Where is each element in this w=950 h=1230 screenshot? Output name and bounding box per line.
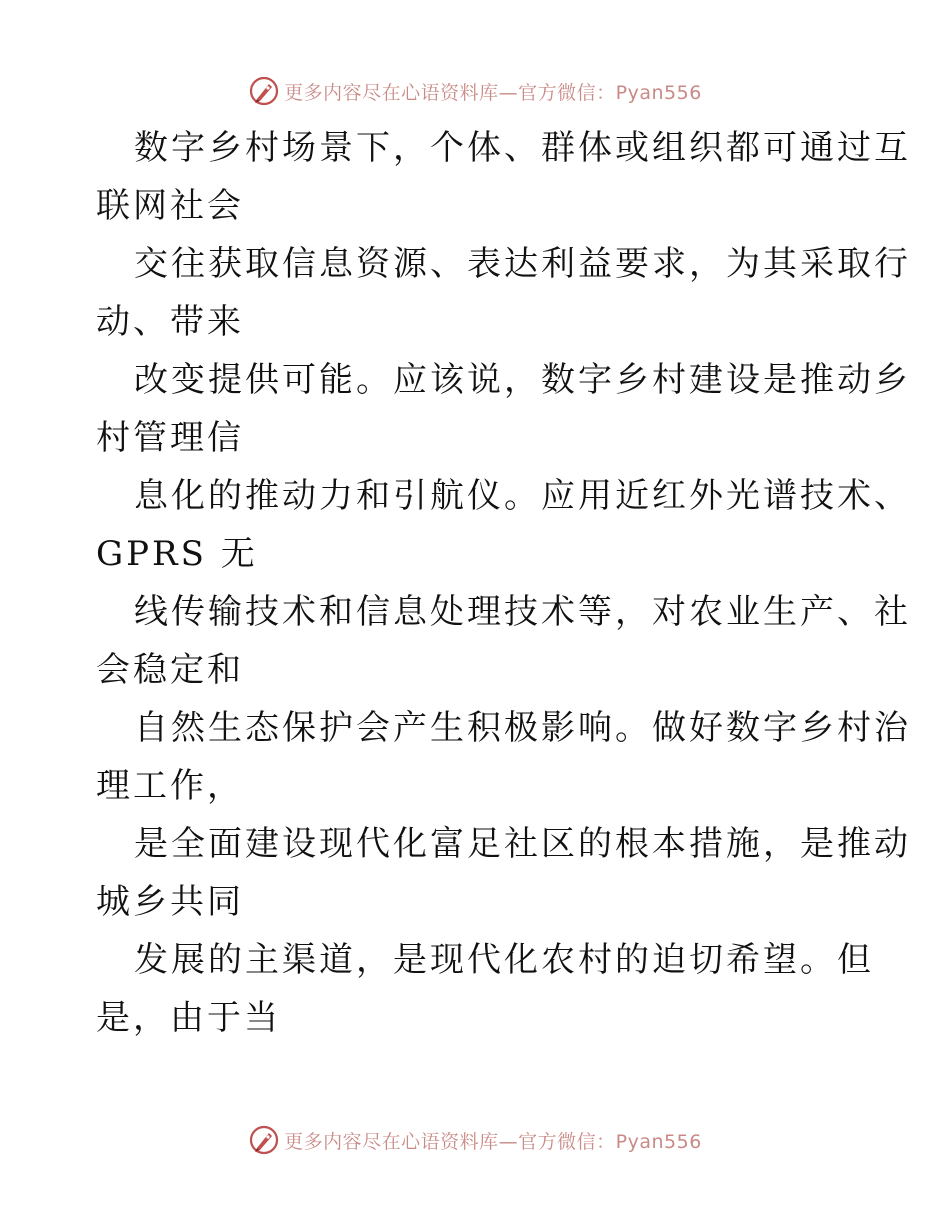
paragraph-line: 发展的主渠道，是现代化农村的迫切希望。但 (134, 940, 874, 980)
footer-banner (0, 1120, 950, 1160)
document-body (96, 119, 911, 1047)
paragraph-line: 理工作， (96, 766, 244, 806)
paragraph (96, 931, 874, 1047)
paragraph-line: 是全面建设现代化富足社区的根本措施，是推动 (134, 824, 911, 864)
paragraph-line: 城乡共同 (96, 882, 244, 922)
paragraph-line: 数字乡村场景下，个体、群体或组织都可通过互 (134, 128, 911, 168)
paragraph-line: 村管理信 (96, 418, 244, 458)
paragraph (96, 583, 911, 699)
paragraph (96, 235, 911, 351)
pen-circle-logo-icon (248, 1124, 280, 1156)
paragraph (96, 467, 911, 583)
paragraph-line: 是，由于当 (96, 998, 281, 1038)
paragraph-line: 自然生态保护会产生积极影响。做好数字乡村治 (134, 708, 911, 748)
paragraph-line: 会稳定和 (96, 650, 244, 690)
paragraph-line: 交往获取信息资源、表达利益要求，为其采取行 (134, 244, 911, 284)
header-banner (0, 71, 950, 111)
paragraph-line: 动、带来 (96, 302, 244, 342)
paragraph-line: 联网社会 (96, 186, 244, 226)
paragraph (96, 351, 911, 467)
paragraph (96, 699, 911, 815)
footer-banner-text: 更多内容尽在心语资料库—官方微信：Pyan556 (284, 1130, 702, 1153)
paragraph-line: 线传输技术和信息处理技术等，对农业生产、社 (134, 592, 911, 632)
paragraph (96, 815, 911, 931)
paragraph (96, 119, 911, 235)
header-banner-text: 更多内容尽在心语资料库—官方微信：Pyan556 (284, 81, 702, 104)
paragraph-line: 息化的推动力和引航仪。应用近红外光谱技术、 (134, 476, 911, 516)
pen-circle-logo-icon (248, 75, 280, 107)
paragraph-line: GPRS 无 (96, 534, 258, 574)
paragraph-line: 改变提供可能。应该说，数字乡村建设是推动乡 (134, 360, 911, 400)
